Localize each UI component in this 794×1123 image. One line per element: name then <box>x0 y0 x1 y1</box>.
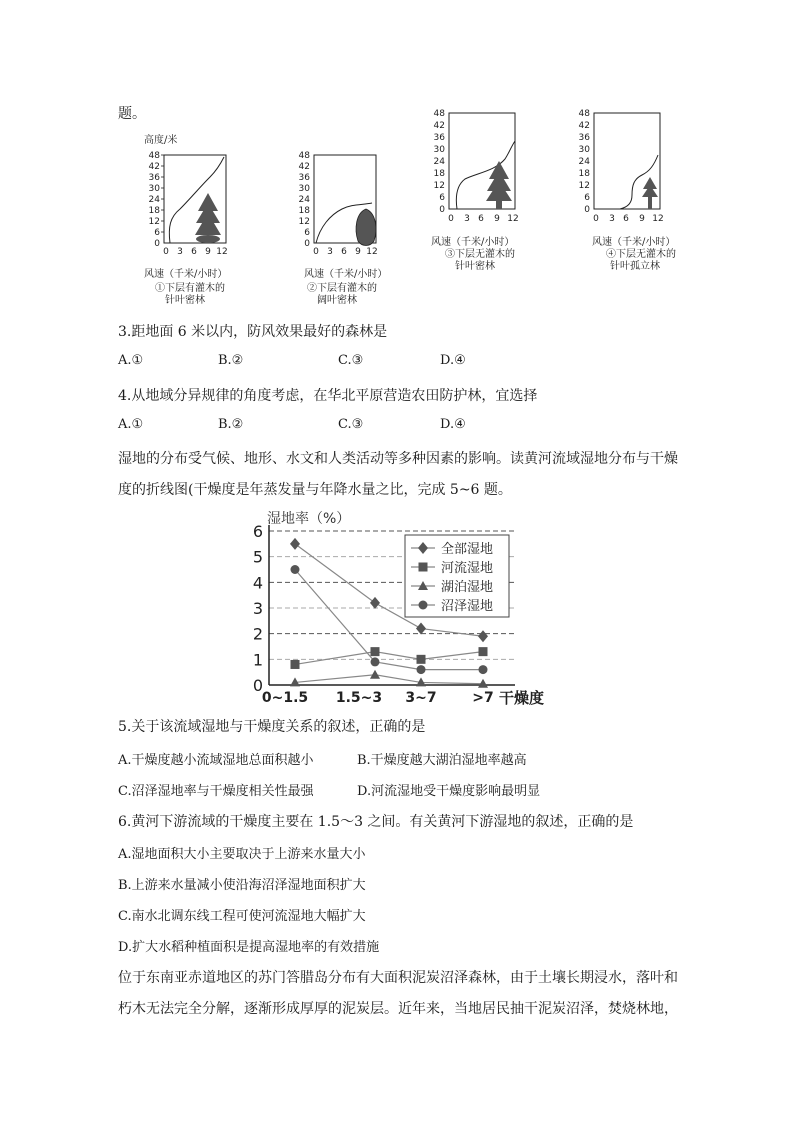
conifer-tree-icon <box>486 161 512 209</box>
q5-option-d: D.河流湿地受干燥度影响最明显 <box>357 784 541 799</box>
legend-marker <box>419 601 428 610</box>
data-point <box>370 597 380 609</box>
passage-sumatra-line-2: 朽木无法完全分解，逐渐形成厚厚的泥炭层。近年来，当地居民抽干泥炭沼泽，焚烧林地， <box>118 1001 678 1017</box>
legend-label: 沼泽湿地 <box>441 599 494 614</box>
svg-text:6: 6 <box>439 193 445 203</box>
y-tick-label: 4 <box>252 573 263 593</box>
data-point <box>371 657 380 666</box>
legend-label: 河流湿地 <box>441 561 494 576</box>
y-tick-label: 0 <box>252 676 263 695</box>
question-3: 3.距地面 6 米以内，防风效果最好的森林是 <box>118 324 388 340</box>
caption-4-line1: ④下层无灌木的 <box>606 249 676 260</box>
svg-text:6: 6 <box>191 247 197 257</box>
wind-profile-chart-2 <box>290 147 400 277</box>
data-point <box>417 655 426 664</box>
height-axis-label: 高度/米 <box>144 135 178 146</box>
x-axis-label: 风速（千米/小时） <box>144 269 228 280</box>
x-tick-label: 0~1.5 <box>261 690 309 705</box>
svg-text:30: 30 <box>148 184 160 194</box>
svg-text:9: 9 <box>494 214 500 224</box>
svg-text:48: 48 <box>433 109 445 119</box>
q6-option-d: D.扩大水稻种植面积是提高湿地率的有效措施 <box>118 940 380 955</box>
data-point <box>417 665 426 674</box>
svg-text:18: 18 <box>578 169 590 179</box>
svg-text:48: 48 <box>148 151 160 161</box>
svg-text:42: 42 <box>298 162 310 172</box>
legend-marker <box>419 563 428 572</box>
q5-option-a: A.干燥度越小流域湿地总面积越小 <box>118 753 314 768</box>
x-tick-label: 3~7 <box>405 690 437 705</box>
svg-text:18: 18 <box>148 206 160 216</box>
caption-2-line2: 阔叶密林 <box>317 295 357 306</box>
data-point <box>479 647 488 656</box>
series-line <box>295 675 483 684</box>
svg-text:6: 6 <box>154 228 160 238</box>
y-tick-label: 3 <box>252 599 263 618</box>
y-tick-labels <box>149 151 161 249</box>
svg-text:42: 42 <box>433 121 445 131</box>
data-point <box>371 647 380 656</box>
svg-text:0: 0 <box>593 214 599 224</box>
svg-text:12: 12 <box>433 181 445 191</box>
svg-text:30: 30 <box>298 184 310 194</box>
caption-1-line2: 针叶密林 <box>165 295 205 306</box>
caption-3-line2: 针叶密林 <box>455 261 495 272</box>
svg-text:30: 30 <box>578 145 590 155</box>
svg-text:12: 12 <box>652 214 664 224</box>
svg-text:3: 3 <box>327 247 333 257</box>
svg-text:24: 24 <box>433 157 445 167</box>
question-4: 4.从地域分异规律的角度考虑，在华北平原营造农田防护林，宜选择 <box>118 388 538 404</box>
data-point <box>416 623 426 635</box>
svg-text:36: 36 <box>433 133 445 143</box>
svg-text:9: 9 <box>205 247 211 257</box>
svg-text:3: 3 <box>609 214 615 224</box>
svg-text:0: 0 <box>154 239 160 249</box>
q4-option-b: B.② <box>218 417 244 432</box>
svg-text:6: 6 <box>304 228 310 238</box>
x-axis-label: 风速（千米/小时） <box>304 269 388 280</box>
svg-text:48: 48 <box>578 109 590 119</box>
isolated-conifer-icon <box>642 177 658 209</box>
caption-4-line2: 针叶孤立林 <box>610 261 660 272</box>
q3-option-b: B.② <box>218 353 244 368</box>
svg-text:12: 12 <box>216 247 228 257</box>
wind-chart-panel-3 <box>425 95 535 272</box>
caption-3-line1: ③下层无灌木的 <box>445 249 515 260</box>
svg-text:3: 3 <box>177 247 183 257</box>
svg-text:36: 36 <box>298 173 310 183</box>
svg-text:6: 6 <box>478 214 484 224</box>
svg-text:42: 42 <box>148 162 160 172</box>
svg-text:3: 3 <box>464 214 470 224</box>
svg-text:12: 12 <box>298 217 310 227</box>
q4-option-d: D.④ <box>440 417 466 432</box>
y-tick-label: 1 <box>252 650 263 670</box>
svg-text:12: 12 <box>366 247 378 257</box>
intro-tail-text: 题。 <box>118 106 146 122</box>
svg-text:6: 6 <box>623 214 629 224</box>
data-point <box>478 630 488 642</box>
legend-label: 全部湿地 <box>441 542 494 557</box>
x-axis-label: 风速（千米/小时） <box>431 237 515 248</box>
q4-option-c: C.③ <box>338 417 364 432</box>
y-axis-label: 湿地率（%） <box>267 511 351 527</box>
wind-profile-chart-3 <box>425 105 535 245</box>
x-tick-label: 1.5~3 <box>335 690 383 705</box>
series-line <box>295 652 483 665</box>
wind-profile-chart-4 <box>570 105 680 245</box>
svg-text:18: 18 <box>433 169 445 179</box>
svg-text:30: 30 <box>433 145 445 155</box>
x-tick-labels <box>163 247 228 257</box>
q6-option-c: C.南水北调东线工程可使河流湿地大幅扩大 <box>118 909 366 924</box>
passage-wetland-line-2: 度的折线图(干燥度是年蒸发量与年降水量之比，完成 5~6 题。 <box>118 482 512 498</box>
q5-option-b: B.干燥度越大湖泊湿地率越高 <box>357 753 527 768</box>
legend-label: 湖泊湿地 <box>441 580 494 595</box>
data-point <box>479 665 488 674</box>
svg-text:24: 24 <box>148 195 160 205</box>
svg-text:0: 0 <box>313 247 319 257</box>
svg-text:0: 0 <box>448 214 454 224</box>
q6-option-b: B.上游来水量减小使沿海沼泽湿地面积扩大 <box>118 878 366 893</box>
svg-text:9: 9 <box>639 214 645 224</box>
svg-text:9: 9 <box>355 247 361 257</box>
data-point <box>291 660 300 669</box>
svg-text:0: 0 <box>439 205 445 215</box>
q3-option-a: A.① <box>118 353 144 368</box>
broadleaf-tree-icon <box>356 209 376 246</box>
x-axis-label: 风速（千米/小时） <box>592 237 676 248</box>
question-6: 6.黄河下游流域的干燥度主要在 1.5～3 之间。有关黄河下游湿地的叙述，正确的是 <box>118 814 634 830</box>
q3-option-c: C.③ <box>338 353 364 368</box>
wind-profile-chart-1 <box>140 147 250 277</box>
svg-text:12: 12 <box>578 181 590 191</box>
svg-text:36: 36 <box>148 173 160 183</box>
svg-text:0: 0 <box>163 247 169 257</box>
svg-text:24: 24 <box>578 157 590 167</box>
conifer-tree-icon <box>195 193 221 243</box>
q3-option-d: D.④ <box>440 353 466 368</box>
passage-sumatra-line-1: 位于东南亚赤道地区的苏门答腊岛分布有大面积泥炭沼泽森林，由于土壤长期浸水，落叶和 <box>118 970 678 986</box>
svg-text:36: 36 <box>578 133 590 143</box>
svg-text:0: 0 <box>584 205 590 215</box>
y-tick-label: 6 <box>252 522 263 541</box>
svg-text:12: 12 <box>507 214 519 224</box>
q5-option-c: C.沼泽湿地率与干燥度相关性最强 <box>118 784 314 799</box>
x-axis-label: 干燥度 <box>499 689 545 705</box>
passage-wetland-line-1: 湿地的分布受气候、地形、水文和人类活动等多种因素的影响。读黄河流域湿地分布与干燥 <box>118 451 678 467</box>
svg-text:12: 12 <box>148 217 160 227</box>
svg-text:18: 18 <box>298 206 310 216</box>
data-point <box>291 565 300 574</box>
q4-option-a: A.① <box>118 417 144 432</box>
y-tick-label: 2 <box>252 624 263 644</box>
data-point <box>290 538 300 550</box>
svg-text:24: 24 <box>298 195 310 205</box>
x-tick-label: >7 <box>472 690 494 705</box>
caption-1-line1: ①下层有灌木的 <box>155 283 225 294</box>
caption-2-line1: ②下层有灌木的 <box>307 283 377 294</box>
wind-chart-panel-1 <box>140 135 250 285</box>
svg-text:0: 0 <box>304 239 310 249</box>
wind-chart-panel-2 <box>290 135 400 285</box>
wetland-rate-line-chart <box>245 505 545 705</box>
svg-text:42: 42 <box>578 121 590 131</box>
y-tick-label: 5 <box>252 547 263 567</box>
q6-option-a: A.湿地面积大小主要取决于上游来水量大小 <box>118 847 366 862</box>
question-5: 5.关于该流域湿地与干燥度关系的叙述，正确的是 <box>118 719 426 735</box>
wind-chart-panel-4 <box>570 95 690 272</box>
svg-text:6: 6 <box>584 193 590 203</box>
data-point <box>370 670 380 679</box>
svg-text:6: 6 <box>341 247 347 257</box>
svg-text:48: 48 <box>298 151 310 161</box>
